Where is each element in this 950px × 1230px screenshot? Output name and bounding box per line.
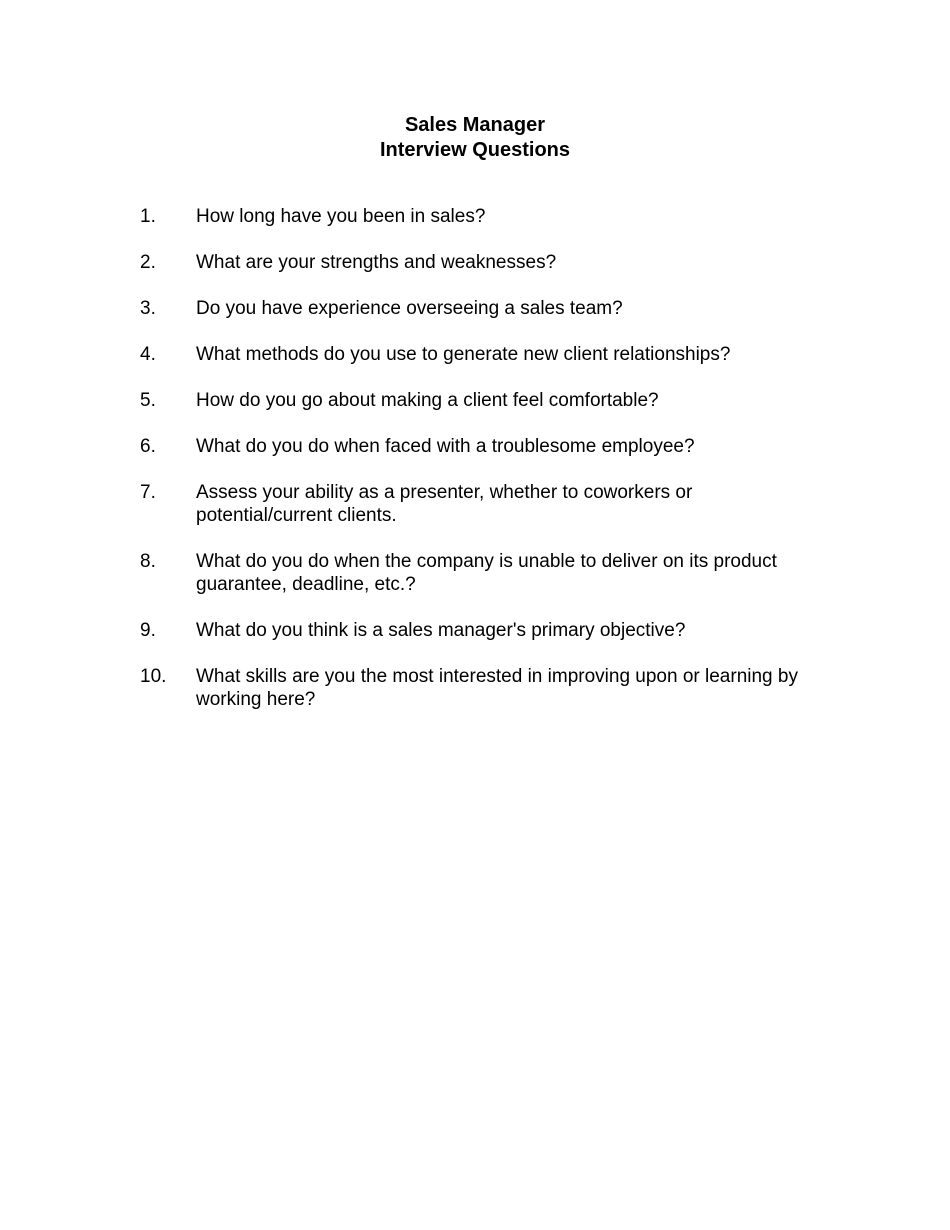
title-line-job: Sales Manager	[404, 114, 546, 136]
question-item-10	[140, 665, 830, 711]
question-number: 8.	[140, 551, 156, 572]
question-text: What do you do when the company is unable to deliver on its product guarantee, deadline, etc.?	[196, 551, 777, 595]
question-text: How do you go about making a client feel comfortable?	[196, 390, 659, 411]
question-text: What do you do when faced with a troublesome employee?	[196, 436, 695, 457]
question-text: What skills are you the most interested in improving upon or learning by working here?	[196, 666, 798, 710]
question-number: 7.	[140, 482, 156, 503]
question-number: 9.	[140, 620, 156, 641]
question-item-6	[140, 435, 830, 458]
question-list	[140, 205, 830, 734]
question-text: Do you have experience overseeing a sales team?	[196, 298, 623, 319]
question-item-9	[140, 619, 830, 642]
question-number: 2.	[140, 252, 156, 273]
question-number: 5.	[140, 390, 156, 411]
question-text: What methods do you use to generate new client relationships?	[196, 344, 731, 365]
question-item-8	[140, 550, 830, 596]
question-number: 10.	[140, 666, 167, 687]
question-text: How long have you been in sales?	[196, 206, 486, 227]
question-item-7	[140, 481, 830, 527]
question-item-3	[140, 297, 830, 320]
question-number: 6.	[140, 436, 156, 457]
question-text: What are your strengths and weaknesses?	[196, 252, 557, 273]
question-item-1	[140, 205, 830, 228]
question-number: 3.	[140, 298, 156, 319]
question-number: 1.	[140, 206, 156, 227]
question-text: What do you think is a sales manager's primary objective?	[196, 620, 686, 641]
question-number: 4.	[140, 344, 156, 365]
title-line-subtitle: Interview Questions	[379, 139, 571, 161]
question-item-2	[140, 251, 830, 274]
question-item-5	[140, 389, 830, 412]
question-item-4	[140, 343, 830, 366]
document-title	[0, 113, 950, 163]
question-text: Assess your ability as a presenter, whether to coworkers or potential/current clients.	[196, 482, 693, 526]
